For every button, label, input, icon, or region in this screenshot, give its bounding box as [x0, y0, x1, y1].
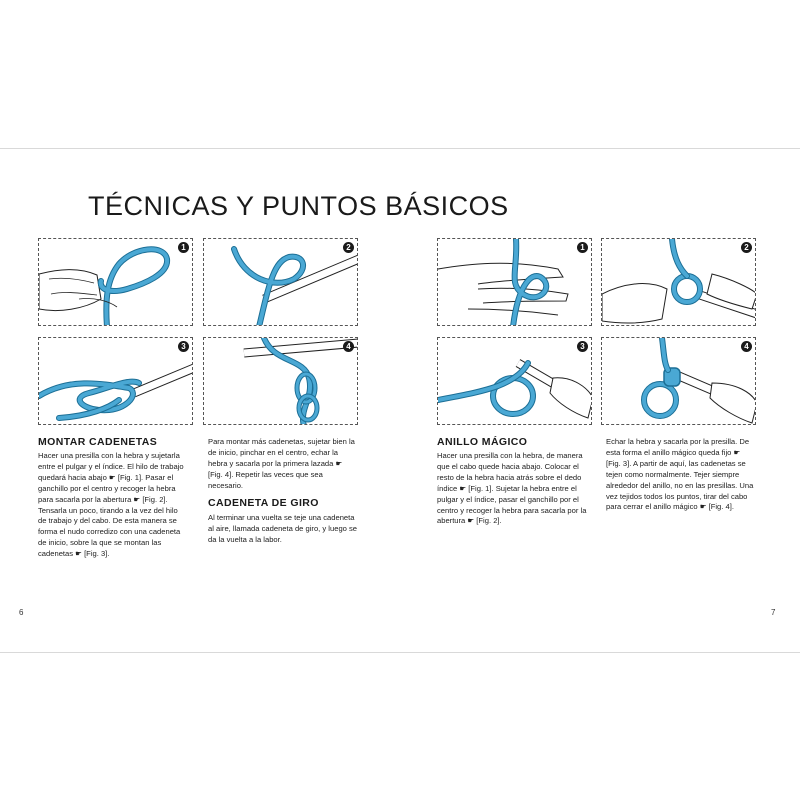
paragraph-mas-cadenetas: Para montar más cadenetas, sujetar bien la de inicio, pinchar en el centro, echar la hebra y sacarla por la primera lazada ☛ [Fig. 4]. Repetir las veces que sea necesario.: [208, 437, 355, 490]
heading-anillo-magico: ANILLO MÁGICO: [437, 436, 528, 448]
figure-number-badge: 1: [178, 242, 189, 253]
figure-number-badge: 2: [741, 242, 752, 253]
figure-left-1: [38, 238, 193, 326]
figure-left-2: [203, 238, 358, 326]
figure-right-1: [437, 238, 592, 326]
page-number-right: 7: [771, 608, 776, 617]
figure-number-badge: 1: [577, 242, 588, 253]
figure-number-badge: 4: [741, 341, 752, 352]
figure-right-3: [437, 337, 592, 425]
heading-montar-cadenetas: MONTAR CADENETAS: [38, 436, 158, 448]
page-title: TÉCNICAS Y PUNTOS BÁSICOS: [88, 191, 509, 221]
figure-right-4: [601, 337, 756, 425]
figure-right-2: [601, 238, 756, 326]
paragraph-montar-cadenetas: Hacer una presilla con la hebra y sujetarla entre el pulgar y el índice. El hilo de trabajo quedará hacia abajo ☛ [Fig. 1]. Pasar el ganchillo por el centro y recoger la hebra para sacarla por la abertura ☛ [Fig. 2]. Tensarla un poco, tirando a la vez del hilo de trabajo y del cabo. De esta manera se forma el nudo corredizo con una cadeneta de inicio, sobre la que se montan las cadenetas ☛ [Fig. 3].: [38, 451, 184, 559]
figure-number-badge: 3: [577, 341, 588, 352]
paragraph-anillo-magico: Hacer una presilla con la hebra, de manera que el cabo quede hacia abajo. Colocar el resto de la hebra hacia atrás sobre el dedo índice ☛ [Fig. 1]. Sujetar la hebra entre el pulgar y el índice, pasar el ganchillo por el centro y recoger la hebra para sacarla por la abertura ☛ [Fig. 2].: [437, 451, 587, 526]
paragraph-anillo-magico-2: Echar la hebra y sacarla por la presilla. De esta forma el anillo mágico queda fijo ☛ [Fig. 3]. A partir de aquí, las cadenetas se tejen como normalmente. Tejer siempre alrededor del anillo, no en las presillas. Una vez tejidos todos los puntos, tirar del cabo para cerrar el anillo mágico ☛ [Fig. 4].: [606, 437, 754, 512]
figure-number-badge: 2: [343, 242, 354, 253]
figure-number-badge: 4: [343, 341, 354, 352]
figure-number-badge: 3: [178, 341, 189, 352]
paragraph-cadeneta-giro: Al terminar una vuelta se teje una cadeneta al aire, llamada cadeneta de giro, y luego se da la vuelta a la labor.: [208, 513, 358, 544]
page-number-left: 6: [19, 608, 24, 617]
figure-left-4: [203, 337, 358, 425]
heading-cadeneta-giro: CADENETA DE GIRO: [208, 497, 319, 509]
figure-left-3: [38, 337, 193, 425]
